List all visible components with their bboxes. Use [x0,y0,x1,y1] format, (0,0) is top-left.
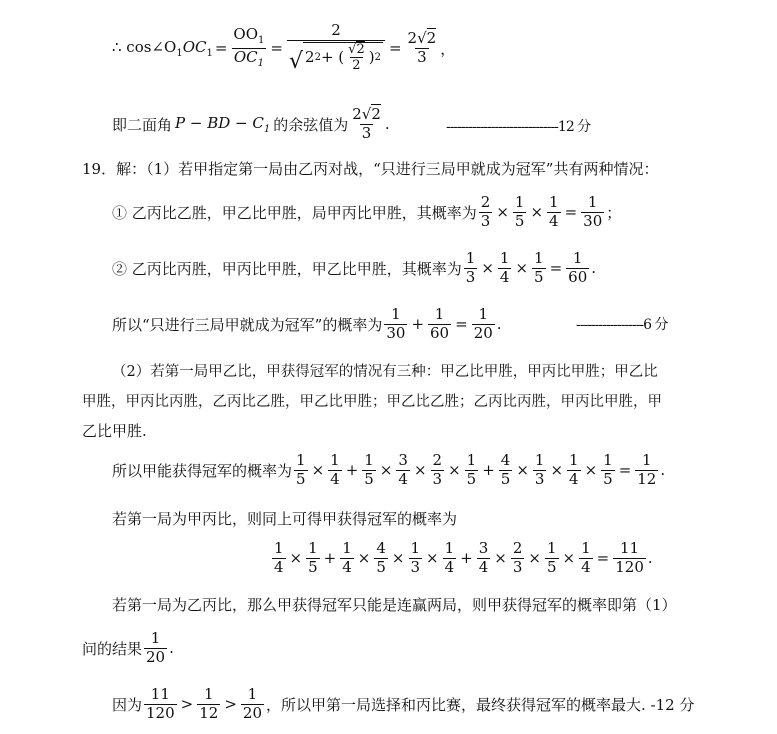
part2-line-3: 乙比甲胜. [82,422,147,440]
conclusion-line: 因为 $\frac{11}{120}$ > $\frac{1}{12}$ > $\frac{1}{20}$ ，所以甲第一局选择和丙比赛，最终获得冠军的概率最大. -12 分 [112,684,695,722]
fraction: $\frac{1}{3}$ [534,450,545,488]
sqrt-sign: √ 2 2 + ( $\frac{√2}{2}$ ) 2 [288,41,381,74]
fraction: $\frac{1}{4}$ [581,538,591,576]
fraction: $\frac{1}{4}$ [274,538,284,576]
sum-line: 所以“只进行三局甲就成为冠军”的概率为 $\frac{1}{30}$ + $\frac{1}{60}$ = $\frac{1}{20}$ . [112,304,502,342]
fraction: $\frac{2}{3}$ [432,450,443,488]
score-6: ------------------6 分 [576,317,668,333]
fraction: $\frac{1}{60}$ [430,304,450,342]
fraction: $\frac{1}{12}$ [637,450,657,488]
fraction: $\frac{11}{120}$ [146,684,175,722]
fraction: $\frac{3}{4}$ [478,538,489,576]
fraction: $\frac{1}{4}$ [499,248,510,286]
fraction: $\frac{1}{3}$ [410,538,421,576]
dihedral-line: 即二面角 P − BD − $C_1$ 的余弦值为 $\frac{2√2}{3}$ . [112,104,390,142]
fraction: $\frac{1}{20}$ [146,628,166,666]
q19-heading: 19．解：（1）若甲指定第一局由乙丙对战，“只进行三局甲就成为冠军”共有两种情况： [82,160,659,178]
fraction: $\frac{1}{20}$ [473,304,493,342]
cos-prefix: ∴ $\cos\angle O_1OC_1$ [112,37,213,59]
case-yi-bing-line-1: 若第一局为乙丙比，那么甲获得冠军只能是连赢两局，则甲获得冠军的概率即第（1） [112,596,677,614]
part2-line-2: 甲胜，甲丙比丙胜，乙丙比乙胜，甲乙比甲胜；甲乙比乙胜；乙丙比丙胜，甲丙比甲胜，甲 [82,394,662,410]
score-12-a: ------------------------------12 分 [446,119,591,135]
case-jia-bing-formula: $\frac{1}{4}$ × $\frac{1}{5}$ + $\frac{1}{4}$ × $\frac{4}{5}$ × $\frac{1}{3}$ × $\frac{1}{4}$ + $\frac{3}{4}$ × $\frac{2}{3}$ × $\frac{1}{5}$ × $\frac{1}{4}$ = $\frac{11}{120}$ . [274,538,653,576]
case-2-line: ② 乙丙比丙胜，甲丙比甲胜，甲乙比甲胜，其概率为 $\frac{1}{3}$ × $\frac{1}{4}$ × $\frac{1}{5}$ = $\frac{1}{60}$ . [112,248,597,286]
fraction: $\frac{1}{12}$ [199,684,219,722]
fraction-sqrt-denominator: 2 √ 2 2 + ( $\frac{√2}{2}$ ) 2 [287,23,385,73]
cos-formula-line: ∴ $\cos\angle O_1OC_1$ = $\frac{OO_1}{OC_1}$ = 2 √ 2 2 + ( $\frac{√2}{2}$ ) 2 = $\frac{2√2}{3}$ ， [112,20,456,74]
case-jia-bing-text: 若第一局为甲丙比，则同上可得甲获得冠军的概率为 [112,510,458,528]
fraction: $\frac{1}{30}$ [583,192,603,230]
fraction: $\frac{1}{4}$ [342,538,352,576]
fraction: $\frac{1}{5}$ [466,450,477,488]
fraction: $\frac{1}{5}$ [296,450,306,488]
fraction: $\frac{2}{3}$ [512,538,523,576]
fraction: $\frac{2}{3}$ [480,192,491,230]
fraction: $\frac{11}{120}$ [615,538,644,576]
fraction: $\frac{1}{5}$ [308,538,318,576]
fraction: $\frac{1}{5}$ [364,450,374,488]
fraction: $\frac{1}{4}$ [549,192,559,230]
probability-line: 所以甲能获得冠军的概率为 $\frac{1}{5}$ × $\frac{1}{4}$ + $\frac{1}{5}$ × $\frac{3}{4}$ × $\frac{2}{3}$ × $\frac{1}{5}$ + $\frac{4}{5}$ × $\frac{1}{3}$ × $\frac{1}{4}$ × $\frac{1}{5}$ = $\frac{1}{12}$ . [112,450,666,488]
fraction: $\frac{1}{4}$ [569,450,579,488]
fraction: $\frac{1}{5}$ [547,538,557,576]
part2-line-1: （2）若第一局甲乙比，甲获得冠军的情况有三种：甲乙比甲胜，甲丙比甲胜；甲乙比 [112,364,658,380]
fraction: $\frac{1}{60}$ [568,248,588,286]
fraction: $\frac{4}{5}$ [376,538,386,576]
fraction: $\frac{4}{5}$ [500,450,511,488]
fraction: $\frac{1}{5}$ [603,450,613,488]
case-yi-bing-line-2: 问的结果 $\frac{1}{20}$ . [82,628,174,666]
fraction: $\frac{1}{3}$ [465,248,476,286]
fraction: $\frac{1}{5}$ [534,248,544,286]
fraction: $\frac{1}{5}$ [514,192,525,230]
fraction-oo1-oc1: $\frac{OO_1}{OC_1}$ [233,25,265,69]
fraction: $\frac{3}{4}$ [398,450,408,488]
fraction: $\frac{1}{20}$ [242,684,262,722]
fraction: $\frac{√2}{2}$ [348,41,365,74]
fraction: $\frac{1}{30}$ [386,304,406,342]
fraction-2sqrt2-over-3: $\frac{2√2}{3}$ [407,28,437,66]
fraction: $\frac{1}{4}$ [444,538,455,576]
fraction: $\frac{1}{4}$ [330,450,340,488]
fraction-2sqrt2-over-3-b: $\frac{2√2}{3}$ [352,104,381,142]
case-1-line: ① 乙丙比乙胜，甲乙比甲胜，局甲丙比甲胜，其概率为 $\frac{2}{3}$ × $\frac{1}{5}$ × $\frac{1}{4}$ = $\frac{1}{30}$ ； [112,192,622,230]
